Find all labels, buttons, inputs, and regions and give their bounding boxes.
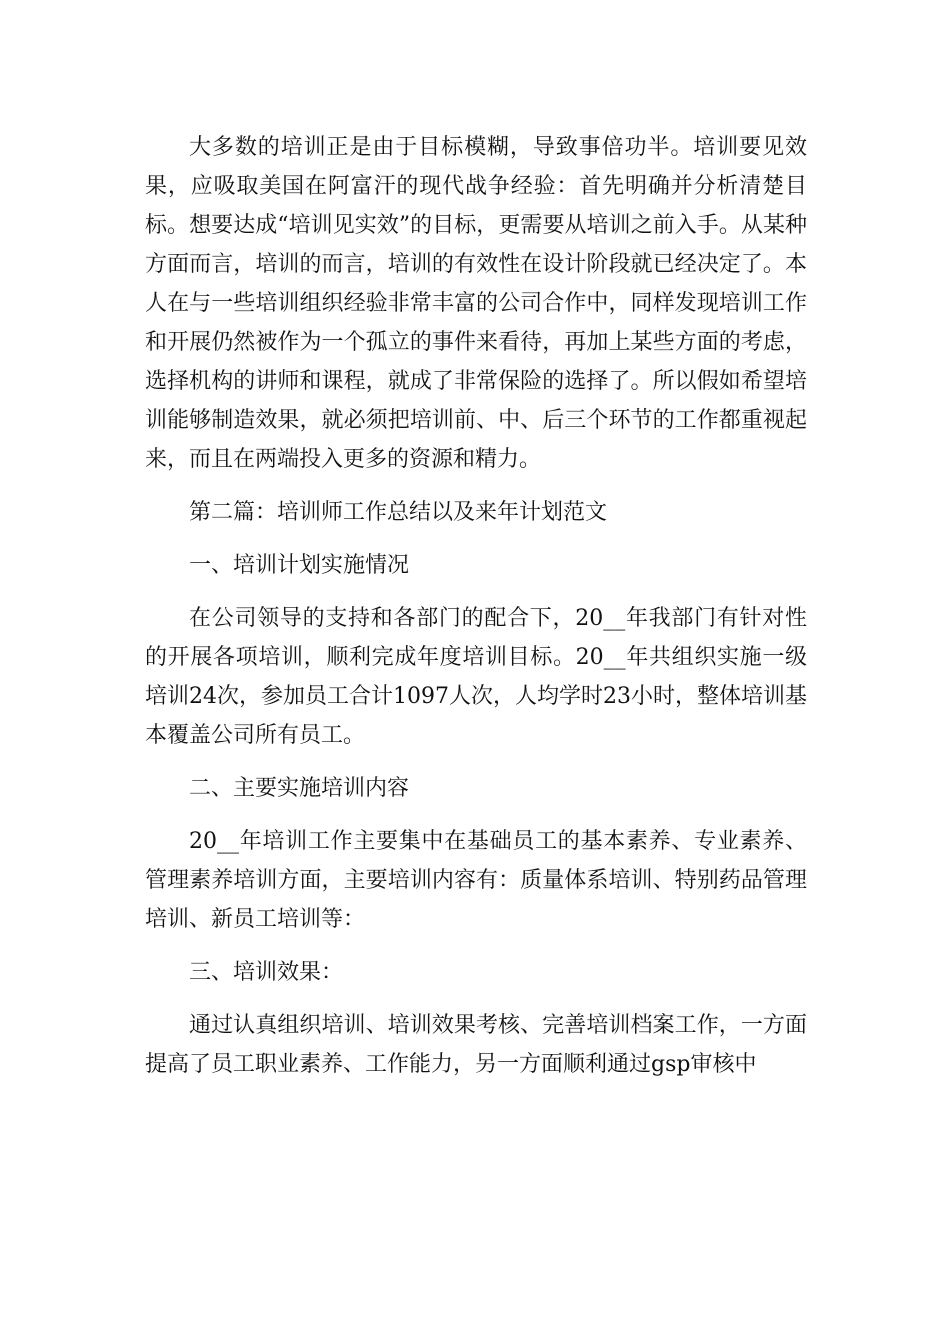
- section-heading-1: 一、培训计划实施情况: [189, 553, 410, 578]
- body-paragraph-4: 通过认真组织培训、培训效果考核、完善培训档案工作，一方面提高了员工职业素养、工作能力，另一方面顺利通过gsp审核中: [145, 1013, 807, 1077]
- document-page: [145, 128, 807, 1084]
- section-heading-3: 三、培训效果：: [189, 960, 344, 985]
- body-paragraph-2: 在公司领导的支持和各部门的配合下，20__年我部门有针对性的开展各项培训，顺利完成年度培训目标。20__年共组织实施一级培训24次，参加员工合计1097人次，人均学时23小时，整体培训基本覆盖公司所有员工。: [145, 606, 807, 748]
- section-title-chapter-two: 第二篇：培训师工作总结以及来年计划范文: [189, 500, 608, 525]
- section-heading-2: 二、主要实施培训内容: [189, 776, 410, 801]
- body-paragraph-3: 20__年培训工作主要集中在基础员工的基本素养、专业素养、管理素养培训方面，主要培训内容有：质量体系培训、特别药品管理培训、新员工培训等：: [145, 829, 807, 932]
- body-paragraph-1: 大多数的培训正是由于目标模糊，导致事倍功半。培训要见效果，应吸取美国在阿富汗的现代战争经验：首先明确并分析清楚目标。想要达成“培训见实效”的目标，更需要从培训之前入手。从某种方面而言，培训的而言，培训的有效性在设计阶段就已经决定了。本人在与一些培训组织经验非常丰富的公司合作中，同样发现培训工作和开展仍然被作为一个孤立的事件来看待，再加上某些方面的考虑，选择机构的讲师和课程，就成了非常保险的选择了。所以假如希望培训能够制造效果，就必须把培训前、中、后三个环节的工作都重视起来，而且在两端投入更多的资源和精力。: [145, 135, 807, 472]
